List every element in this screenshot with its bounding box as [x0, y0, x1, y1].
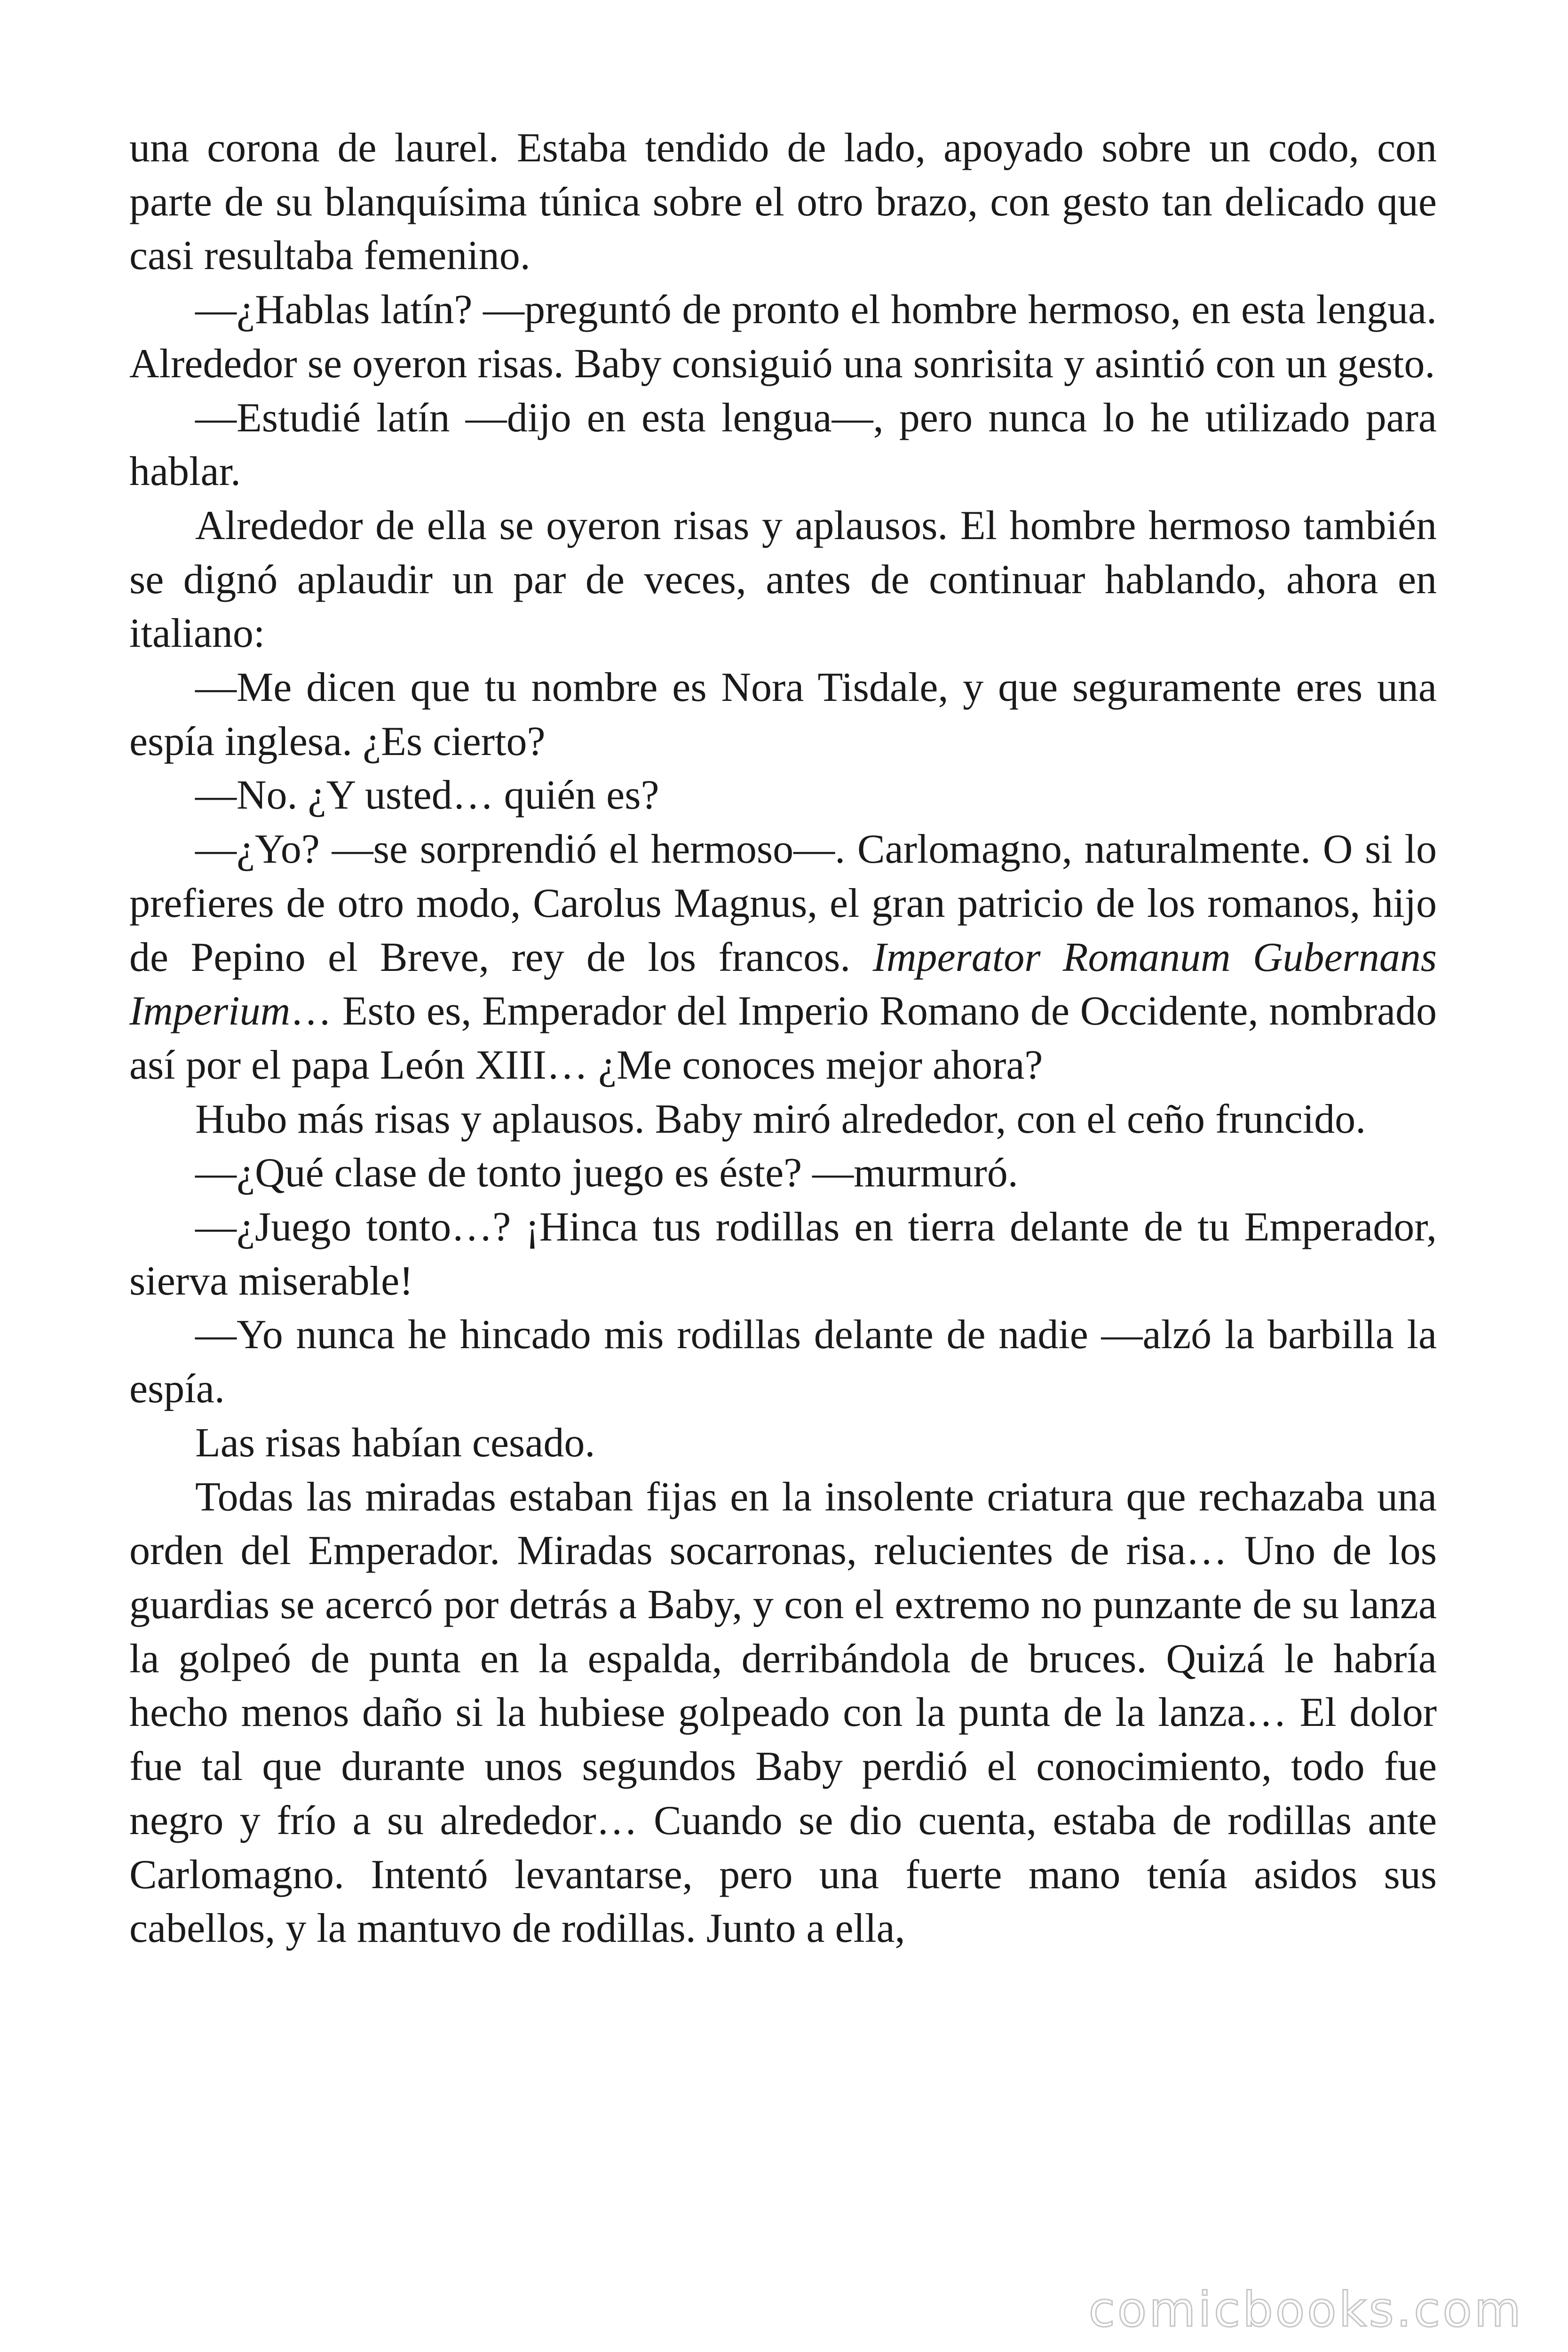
paragraph-text: —Yo nunca he hincado mis rodillas delante de nadie —alzó la barbilla la espía. [129, 1312, 1437, 1412]
paragraph [129, 661, 1437, 769]
paragraph-text: —¿Juego tonto…? ¡Hinca tus rodillas en tierra delante de tu Emperador, sierva miserable! [129, 1204, 1437, 1304]
paragraph-text: Todas las miradas estaban fijas en la insolente criatura que rechazaba una orden del Emperador. Miradas socarronas, relucientes de risa… Uno de los guardias se acercó por detrás a Baby, y con el extremo no punzante de su lanza la golpeó de punta en la espalda, derribándola de bruces. Quizá le habría hecho menos daño si la hubiese golpeado con la punta de la lanza… El dolor fue tal que durante unos segundos Baby perdió el conocimiento, todo fue negro y frío a su alrededor… Cuando se dio cuenta, estaba de rodillas ante Carlomagno. Intentó levantarse, pero una fuerte mano tenía asidos sus cabellos, y la mantuvo de rodillas. Junto a ella, [129, 1474, 1437, 1952]
book-page-text [129, 121, 1437, 1956]
paragraph [129, 121, 1437, 283]
paragraph-text: una corona de laurel. Estaba tendido de lado, apoyado sobre un codo, con parte de su blanquísima túnica sobre el otro brazo, con gesto tan delicado que casi resultaba femenino. [129, 125, 1437, 279]
paragraph-text: … Esto es, Emperador del Imperio Romano de Occidente, nombrado así por el papa León XIII… ¿Me conoces mejor ahora? [129, 988, 1437, 1088]
paragraph [129, 823, 1437, 1093]
paragraph-text: —¿Yo? —se sorprendió el hermoso—. Carlomagno, naturalmente. O si lo prefieres de otro modo, Carolus Magnus, el gran patricio de los romanos, hijo de Pepino el Breve, rey de los francos. [129, 826, 1437, 980]
paragraph [129, 283, 1437, 391]
paragraph [129, 1200, 1437, 1308]
paragraph [129, 1308, 1437, 1416]
paragraph-text: —¿Hablas latín? —preguntó de pronto el hombre hermoso, en esta lengua. Alrededor se oyeron risas. Baby consiguió una sonrisita y asintió con un gesto. [129, 287, 1437, 387]
paragraph-text: —No. ¿Y usted… quién es? [195, 772, 659, 818]
paragraph [129, 1093, 1437, 1147]
italic-text: Imperator Romanum Gubernans Imperium [129, 934, 1437, 1034]
paragraph [129, 1146, 1437, 1200]
watermark-logo: comicbooks.com [1088, 2282, 1523, 2338]
paragraph [129, 1470, 1437, 1956]
paragraph [129, 499, 1437, 661]
paragraph-text: —Me dicen que tu nombre es Nora Tisdale, y que seguramente eres una espía inglesa. ¿Es cierto? [129, 665, 1437, 764]
paragraph-text: Hubo más risas y aplausos. Baby miró alrededor, con el ceño fruncido. [195, 1096, 1366, 1142]
paragraph-text: —Estudié latín —dijo en esta lengua—, pero nunca lo he utilizado para hablar. [129, 395, 1437, 495]
paragraph-text: Alrededor de ella se oyeron risas y aplausos. El hombre hermoso también se dignó aplaudir un par de veces, antes de continuar hablando, ahora en italiano: [129, 502, 1437, 657]
paragraph [129, 391, 1437, 499]
paragraph [129, 769, 1437, 823]
paragraph-text: Las risas habían cesado. [195, 1420, 595, 1466]
paragraph-text: —¿Qué clase de tonto juego es éste? —murmuró. [195, 1150, 1018, 1196]
paragraph [129, 1416, 1437, 1470]
